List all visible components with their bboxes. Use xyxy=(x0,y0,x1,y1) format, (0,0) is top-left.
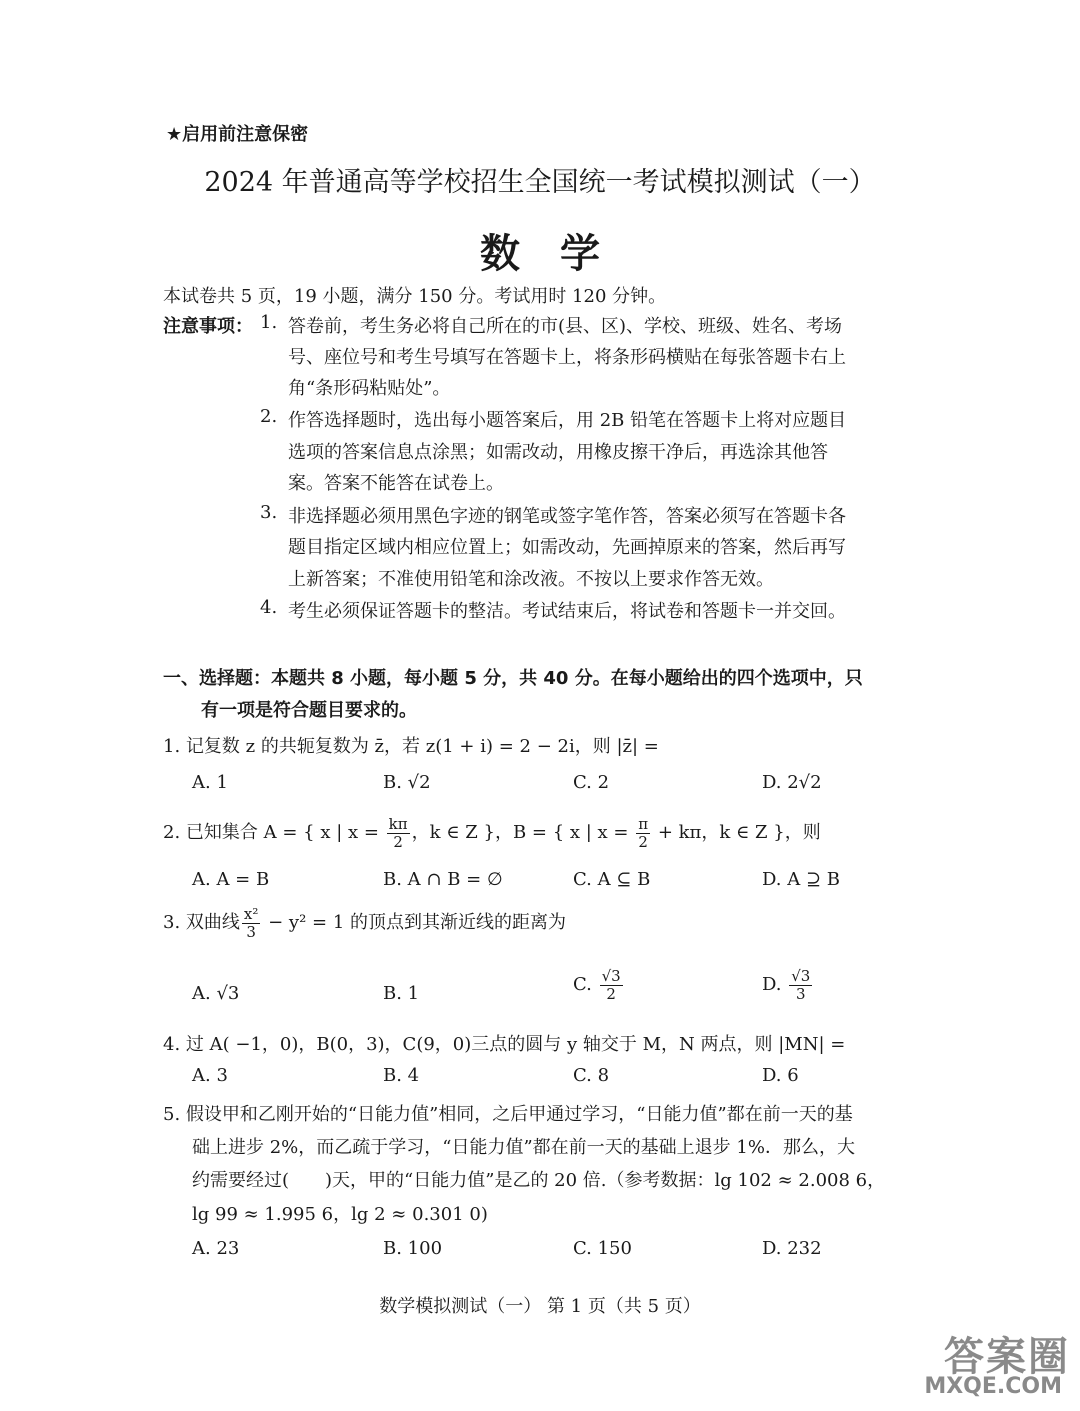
fraction xyxy=(600,968,623,1002)
subject-title: 数学 xyxy=(480,231,640,277)
note-line: 选项的答案信息点涂黑；如需改动，用橡皮擦干净后，再选涂其他答 xyxy=(288,442,828,463)
option-d: D. 6 xyxy=(762,1065,799,1086)
stem-part: − y² = 1 的顶点到其渐近线的距离为 xyxy=(262,912,566,933)
note-number: 4. xyxy=(260,597,278,618)
option-c xyxy=(573,968,625,1002)
question-2-stem xyxy=(163,816,821,850)
option-a: A. 23 xyxy=(192,1238,240,1259)
fraction xyxy=(387,816,410,850)
page-footer: 数学模拟测试（一） 第 1 页（共 5 页） xyxy=(379,1296,701,1317)
fraction-numerator: x² xyxy=(243,905,259,923)
note-line: 考生必须保证答题卡的整洁。考试结束后，将试卷和答题卡一并交回。 xyxy=(288,601,846,622)
option-c: C. 150 xyxy=(573,1238,632,1259)
note-number: 2. xyxy=(260,406,278,427)
note-line: 作答选择题时，选出每小题答案后，用 2B 铅笔在答题卡上将对应题目 xyxy=(288,410,847,431)
option-b: B. 100 xyxy=(383,1238,443,1259)
question-3-stem xyxy=(163,906,566,940)
option-b: B. 4 xyxy=(383,1065,420,1086)
stem-part: + kπ，k ∈ Z }，则 xyxy=(652,822,821,843)
fraction-denominator: 3 xyxy=(246,922,256,941)
option-c: C. A ⊆ B xyxy=(573,869,651,890)
exam-title: 2024 年普通高等学校招生全国统一考试模拟测试（一） xyxy=(204,167,876,198)
notes-label: 注意事项： xyxy=(163,316,253,337)
fraction-denominator: 3 xyxy=(796,984,806,1003)
fraction xyxy=(242,906,260,940)
question-5-line: 础上进步 2%，而乙疏于学习，“日能力值”都在前一天的基础上退步 1%．那么，大 xyxy=(192,1137,855,1158)
option-d: D. 2√2 xyxy=(762,772,822,793)
option-label: C. xyxy=(573,974,592,995)
fraction xyxy=(789,968,812,1002)
note-line: 题目指定区域内相应位置上；如需改动，先画掉原来的答案，然后再写 xyxy=(288,537,846,558)
exam-intro: 本试卷共 5 页，19 小题，满分 150 分。考试用时 120 分钟。 xyxy=(163,286,667,307)
option-a: A. √3 xyxy=(192,983,240,1004)
note-line: 号、座位号和考生号填写在答题卡上，将条形码横贴在每张答题卡右上 xyxy=(288,347,846,368)
option-b: B. √2 xyxy=(383,772,431,793)
section-title-cont: 有一项是符合题目要求的。 xyxy=(201,700,417,721)
fraction-numerator: kπ xyxy=(388,815,408,833)
option-d: D. 232 xyxy=(762,1238,822,1259)
question-4-stem: 4. 过 A( −1，0)，B(0，3)，C(9，0)三点的圆与 y 轴交于 M，N 两点，则 |MN| = xyxy=(163,1034,846,1055)
note-line: 答卷前，考生务必将自己所在的市(县、区)、学校、班级、姓名、考场 xyxy=(288,316,843,337)
option-b: B. 1 xyxy=(383,983,420,1004)
question-5-line: 5. 假设甲和乙刚开始的“日能力值”相同，之后甲通过学习，“日能力值”都在前一天的基 xyxy=(163,1104,853,1125)
confidential-note: ★启用前注意保密 xyxy=(166,124,309,145)
fraction-denominator: 2 xyxy=(393,832,403,851)
fraction-denominator: 2 xyxy=(638,832,648,851)
option-label: D. xyxy=(762,974,782,995)
option-a: A. A = B xyxy=(192,869,270,890)
option-a: A. 3 xyxy=(192,1065,228,1086)
fraction xyxy=(636,816,650,850)
note-number: 3. xyxy=(260,502,278,523)
fraction-denominator: 2 xyxy=(606,984,616,1003)
note-line: 非选择题必须用黑色字迹的钢笔或签字笔作答，答案必须写在答题卡各 xyxy=(288,506,846,527)
fraction-numerator: √3 xyxy=(601,967,621,985)
note-line: 角“条形码粘贴处”。 xyxy=(288,378,451,399)
option-c: C. 8 xyxy=(573,1065,610,1086)
watermark-url: MXQE.COM xyxy=(924,1374,1062,1399)
question-5-line: lg 99 ≈ 1.995 6，lg 2 ≈ 0.301 0) xyxy=(192,1204,488,1225)
section-title: 一、选择题：本题共 8 小题，每小题 5 分，共 40 分。在每小题给出的四个选项中，只 xyxy=(163,668,863,689)
option-d: D. A ⊇ B xyxy=(762,869,840,890)
stem-part: 2. 已知集合 A = { x | x = xyxy=(163,822,385,843)
stem-part: ，k ∈ Z }，B = { x | x = xyxy=(411,822,635,843)
note-line: 案。答案不能答在试卷上。 xyxy=(288,473,504,494)
option-d xyxy=(762,968,814,1002)
watermark-logo: 答案圈 xyxy=(944,1334,1070,1380)
option-b: B. A ∩ B = ∅ xyxy=(383,869,503,890)
question-1-stem: 1. 记复数 z 的共轭复数为 z̄，若 z(1 + i) = 2 − 2i，则 |z̄| = xyxy=(163,736,659,757)
note-line: 上新答案；不准使用铅笔和涂改液。不按以上要求作答无效。 xyxy=(288,569,774,590)
fraction-numerator: √3 xyxy=(791,967,811,985)
option-a: A. 1 xyxy=(192,772,228,793)
note-number: 1. xyxy=(260,312,278,333)
fraction-numerator: π xyxy=(638,815,649,833)
stem-part: 3. 双曲线 xyxy=(163,912,240,933)
question-5-line: 约需要经过( )天，甲的“日能力值”是乙的 20 倍.（参考数据：lg 102 ≈ 2.008 6， xyxy=(192,1170,886,1191)
option-c: C. 2 xyxy=(573,772,610,793)
